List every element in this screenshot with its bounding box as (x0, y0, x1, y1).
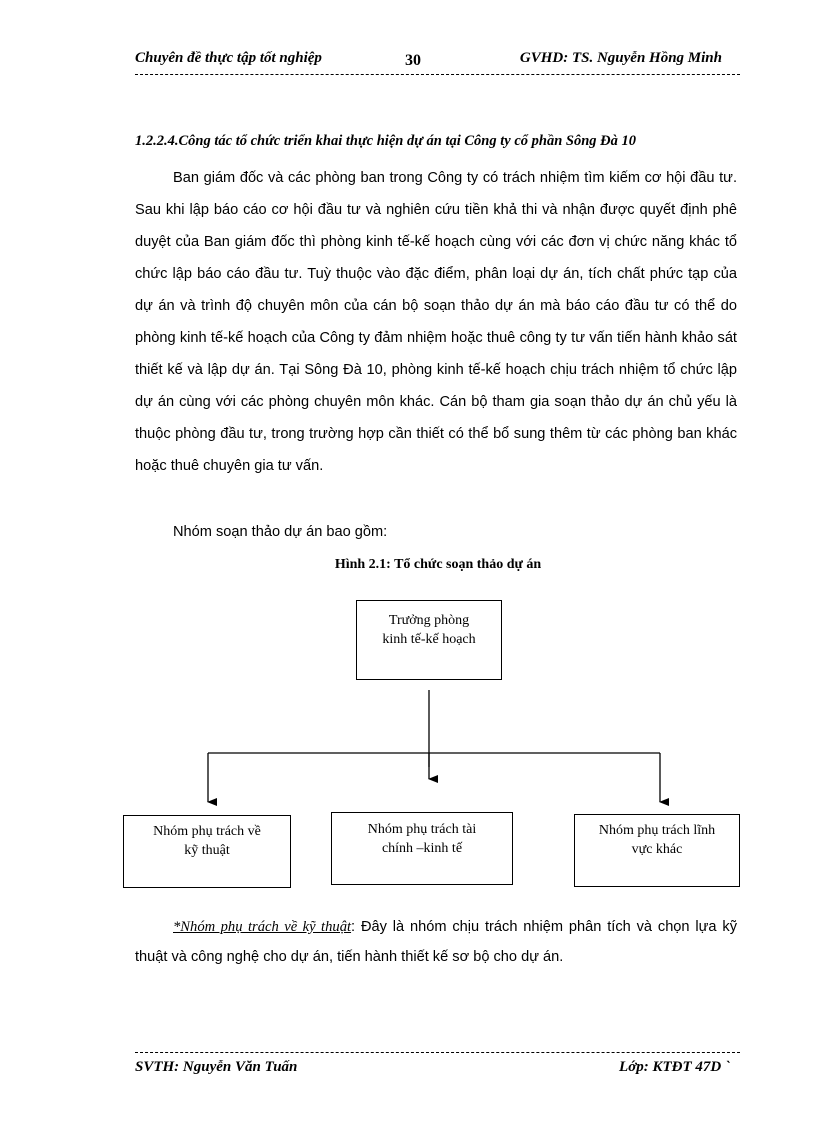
section-title: 1.2.2.4.Công tác tổ chức triển khai thực hiện dự án tại Công ty cổ phần Sông Đà 10 (135, 133, 637, 149)
paragraph-technical-lead: *Nhóm phụ trách về kỹ thuật (173, 919, 352, 935)
paragraph-technical-text: : Đây là nhóm chịu trách nhiệm phân tích và chọn lựa kỹ thuật và công nghệ cho dự án, tiến hành thiết kế sơ bộ cho dự án. (135, 919, 737, 965)
org-box-technical-team (123, 815, 291, 888)
org-box-head-line2: kinh tế-kế hoạch (382, 632, 476, 647)
org-box-fin-line1: Nhóm phụ trách tài (367, 822, 477, 837)
paragraph-technical-team (135, 912, 737, 972)
org-box-head-of-department (356, 600, 502, 680)
org-box-head-line1: Trưởng phòng (388, 613, 470, 628)
org-box-tech-line1: Nhóm phụ trách về (153, 824, 261, 839)
org-box-fin-line2: chính –kinh tế (381, 841, 463, 856)
footer-student: SVTH: Nguyễn Văn Tuấn (135, 1059, 298, 1075)
page-number: 30 (405, 52, 421, 69)
org-box-finance-team (331, 812, 513, 885)
org-box-tech-line2: kỹ thuật (184, 843, 230, 858)
header-thesis-title: Chuyên đề thực tập tốt nghiệp (135, 50, 322, 66)
header-supervisor: GVHD: TS. Nguyễn Hồng Minh (519, 50, 722, 66)
org-box-other-line1: Nhóm phụ trách lĩnh (598, 823, 716, 838)
footer-class: Lớp: KTĐT 47D ` (619, 1059, 730, 1075)
figure-caption: Hình 2.1: Tổ chức soạn thảo dự án (334, 557, 542, 572)
paragraph-investment-process: Ban giám đốc và các phòng ban trong Công ty có trách nhiệm tìm kiếm cơ hội đầu tư. Sau khi lập báo cáo cơ hội đầu tư và nghiên cứu tiền khả thi và nhận được quyết định phê duyệt của Ban giám đốc thì phòng kinh tế-kế hoạch cùng với các đơn vị chức năng khác tổ chức lập báo cáo đầu tư. Tuỳ thuộc vào đặc điểm, phân loại dự án, tích chất phức tạp của dự án và trình độ chuyên môn của cán bộ soạn thảo dự án mà báo cáo đầu tư có thể do phòng kinh tế-kế hoạch của Công ty đảm nhiệm hoặc thuê công ty tư vấn tiến hành khảo sát thiết kế và lập dự án. Tại Sông Đà 10, phòng kinh tế-kế hoạch chịu trách nhiệm tổ chức lập dự án cùng với các phòng chuyên môn khác. Cán bộ tham gia soạn thảo dự án chủ yếu là thuộc phòng đầu tư, trong trường hợp cần thiết có thể bổ sung thêm từ các phòng ban khác hoặc thuê chuyên gia tư vấn. (135, 170, 737, 474)
page-footer (135, 1052, 740, 1083)
org-box-other-team (574, 814, 740, 887)
org-box-other-line2: vực khác (631, 842, 683, 857)
paragraph-team-intro: Nhóm soạn thảo dự án bao gồm: (173, 524, 388, 540)
